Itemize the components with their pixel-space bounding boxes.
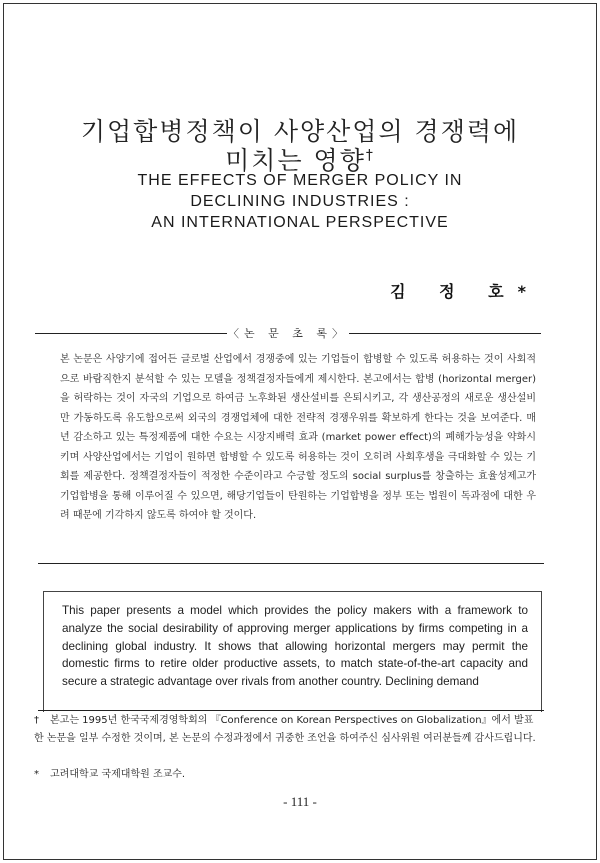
english-title-line-1: THE EFFECTS OF MERGER POLICY IN — [137, 172, 463, 189]
footnote-2-mark: * — [34, 769, 39, 780]
korean-title-line-2-text: 미치는 영향 — [225, 146, 366, 175]
page-border-top — [3, 3, 597, 4]
abstract-bottom-rule — [38, 563, 544, 564]
title-dagger-mark: † — [365, 147, 375, 164]
korean-abstract-text: 본 논문은 사양기에 접어든 글로벌 산업에서 경쟁중에 있는 기업들이 합병할 수 있도록 허용하는 것이 사회적으로 바람직한지 분석할 수 있는 모델을 정책결정자들에게 제시한다. 본고에서는 합병 (horizontal merger)을 허락하는 것이 자국의 기업으로 하여금 노후화된 생산설비를 은퇴시키고, 각 생산공정의 새로운 생산설비만 가동하도록 유도함으로써 외국의 경쟁업체에 대한 전략적 경쟁우위를 확보하게 한다는 것을 보여준다. 매년 감소하고 있는 특정제품에 대한 수요는 시장지배력 효과 (market power effect)의 폐해가능성을 약화시키며 사양산업에서는 기업이 원하면 합병할 수 있도록 허용하는 것이 오히려 사회후생을 극대화할 수 있는 기회를 제공한다. 정책결정자들이 적정한 수준이라고 수긍할 정도의 social surplus를 창출하는 효율성제고가 기업합병을 통해 이루어질 수 있으면, 해당기업들이 탄원하는 기업합병을 정부 또는 법원이 독과점에 대한 우려 때문에 기각하지 않도록 하여야 할 것이다. — [60, 354, 536, 521]
footnote-1-mark: † — [34, 715, 39, 726]
english-abstract-text: This paper presents a model which provides the policy makers with a framework to analyze the social desirability of approving merger applications by firms competing in a declining global industry. It shows that allowing horizontal mergers may permit the domestic firms to retire older productive assets, to match state-of-the-art capacity and secure a strategic advantage over rivals from another country. Declining demand — [62, 604, 528, 689]
footnote-1 — [34, 712, 539, 748]
korean-title-line-1: 기업합병정책이 사양산업의 경쟁력에 — [80, 117, 520, 146]
page-border-bottom — [3, 859, 597, 860]
footnote-2-text: 고려대학교 국제대학원 조교수. — [50, 769, 186, 780]
abstract-heading-rule-right — [349, 333, 541, 334]
english-title-line-2: DECLINING INDUSTRIES : — [190, 193, 410, 210]
author-name: 김 정 호* — [390, 282, 540, 301]
abstract-heading — [35, 325, 541, 341]
page-number: - 111 - — [283, 794, 317, 809]
footnote-2 — [34, 766, 539, 784]
footnote-rule — [38, 710, 544, 711]
english-title-line-3: AN INTERNATIONAL PERSPECTIVE — [151, 214, 449, 231]
abstract-heading-label: 〈논 문 초 록〉 — [228, 327, 348, 340]
footnote-1-text: 본고는 1995년 한국국제경영학회의 『Conference on Korean Perspectives on Globalization』에서 발표한 논문을 일부 수정한 것이며, 본 논문의 수정과정에서 귀중한 조언을 하여주신 심사위원 여러분들께 감사드립니다. — [34, 715, 536, 744]
